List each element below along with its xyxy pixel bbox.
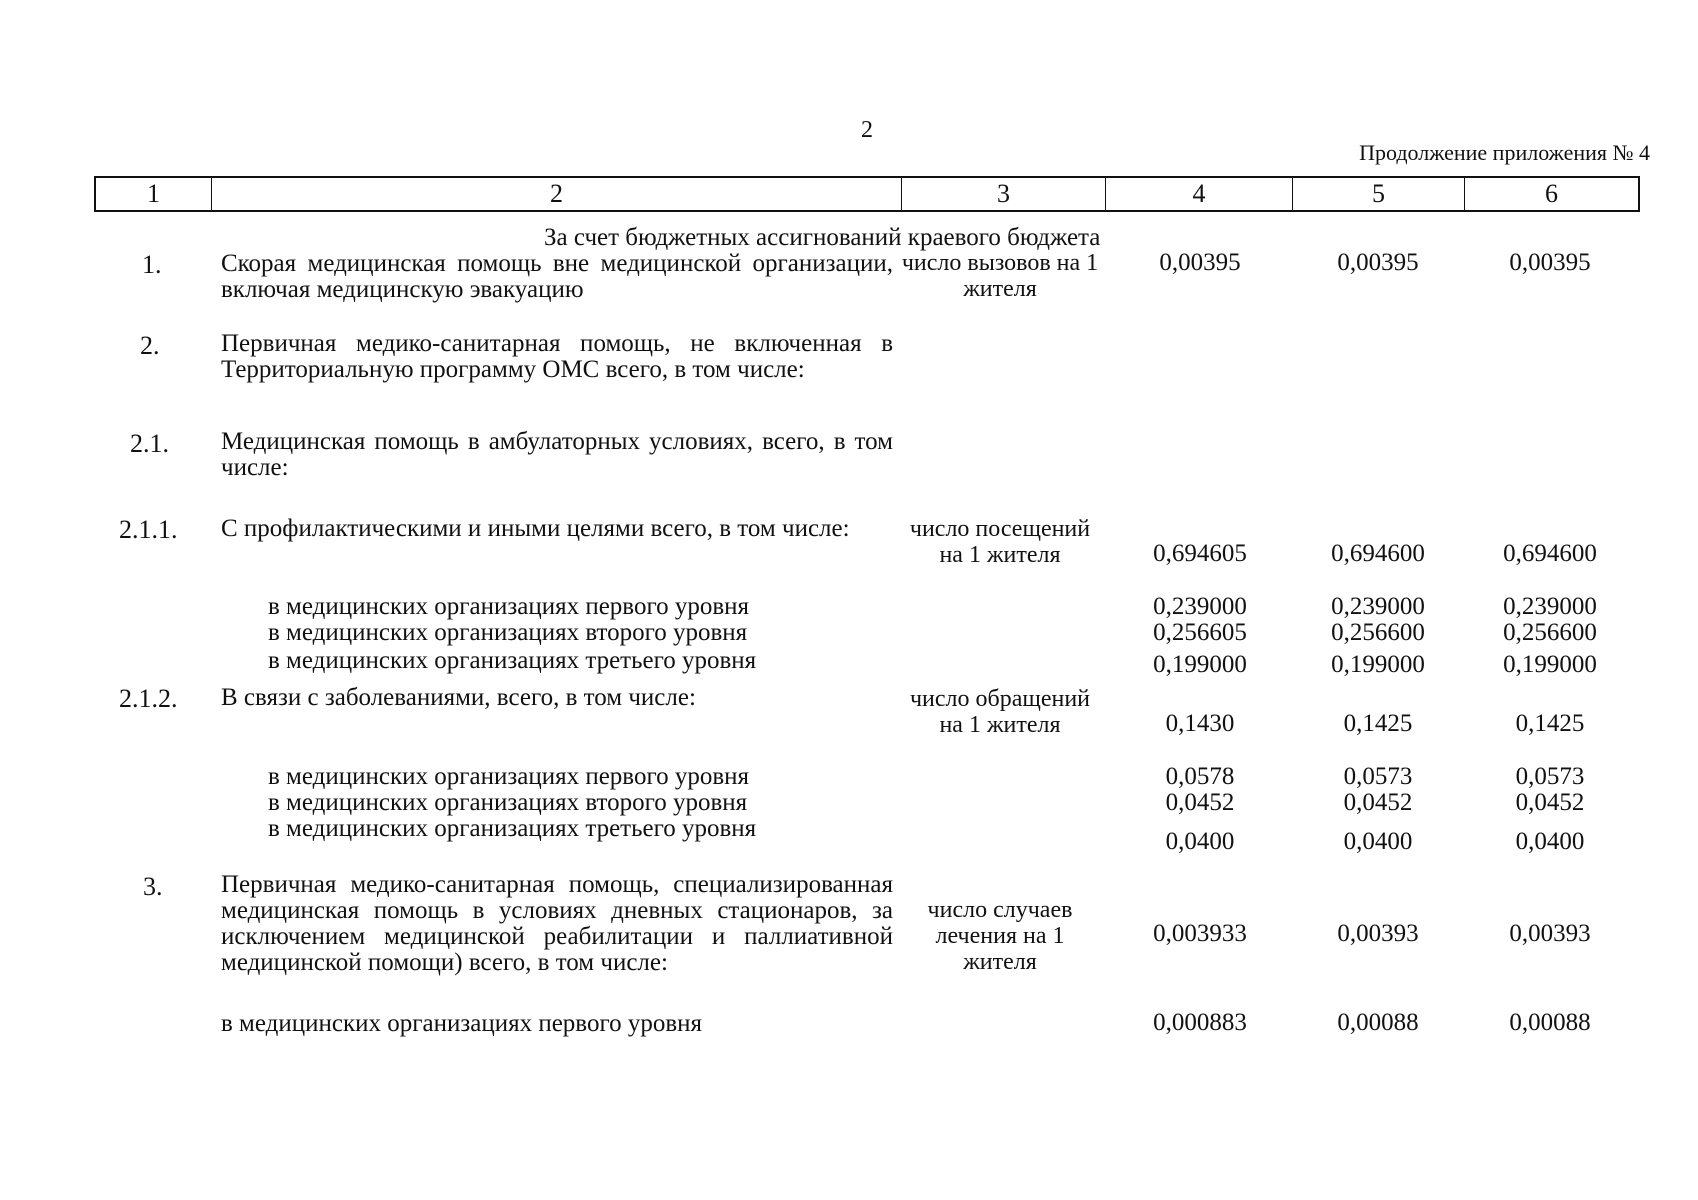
row-description: Первичная медико-санитарная помощь, специализированная медицинская помощь в условиях дневных стационаров, за исключением медицинской реабилитации и паллиативной медицинской помощи) всего, в том числе: [221,871,893,976]
value-col-5: 0,1425 [1343,710,1413,737]
value-col-5: 0,0400 [1343,828,1413,855]
value-col-6: 0,00088 [1509,1009,1591,1036]
column-header-6: 6 [1464,178,1638,210]
value-col-6: 0,0400 [1515,828,1585,855]
value-col-5: 0,0452 [1343,789,1413,816]
row-number: 2. [140,331,160,360]
row-number: 2.1.1. [119,515,178,544]
row-description: В связи с заболеваниями, всего, в том числе: [221,684,696,711]
column-header-3: 3 [901,178,1105,210]
continuation-label: Продолжение приложения № 4 [1359,140,1650,165]
value-col-6: 0,00393 [1509,920,1591,947]
value-col-4: 0,0452 [1165,789,1235,816]
value-col-4: 0,0400 [1165,828,1235,855]
row-unit: число посещений на 1 жителя [909,516,1091,568]
row-unit: число вызовов на 1 жителя [901,250,1099,302]
column-header-row [94,176,1640,212]
value-col-6: 0,256600 [1503,619,1597,646]
value-col-4: 0,000883 [1153,1009,1247,1036]
subrow-label: в медицинских организациях второго уровня [268,619,748,646]
value-col-5: 0,256600 [1331,619,1425,646]
value-col-4: 0,0578 [1165,763,1235,790]
row-number: 2.1. [130,429,169,458]
value-col-4: 0,694605 [1153,540,1247,567]
column-header-2: 2 [211,178,901,210]
value-col-5: 0,239000 [1331,593,1425,620]
value-col-6: 0,0452 [1515,789,1585,816]
value-col-6: 0,199000 [1503,651,1597,678]
row-unit: число обращений на 1 жителя [909,686,1091,738]
value-col-5: 0,0573 [1343,763,1413,790]
row-description: Медицинская помощь в амбулаторных условиях, всего, в том числе: [221,428,893,481]
value-col-5: 0,694600 [1331,540,1425,567]
subrow-label: в медицинских организациях первого уровня [268,593,750,620]
value-col-5: 0,00393 [1337,920,1419,947]
value-col-6: 0,239000 [1503,593,1597,620]
value-col-4: 0,239000 [1153,593,1247,620]
column-header-1: 1 [147,179,160,208]
column-header-5: 5 [1292,178,1464,210]
value-col-6: 0,694600 [1503,540,1597,567]
row-description: С профилактическими и иными целями всего, в том числе: [221,515,850,542]
value-col-5: 0,00088 [1337,1009,1419,1036]
subrow-label: в медицинских организациях первого уровня [221,1010,703,1037]
subrow-label: в медицинских организациях третьего уровня [268,815,757,842]
value-col-6: 0,0573 [1515,763,1585,790]
value-col-4: 0,00395 [1159,249,1241,276]
row-number: 1. [142,250,162,279]
row-number: 2.1.2. [119,684,178,713]
page-number: 2 [861,117,873,143]
value-col-4: 0,1430 [1165,710,1235,737]
value-col-4: 0,199000 [1153,651,1247,678]
section-title: За счет бюджетных ассигнований краевого бюджета [544,224,1101,251]
row-unit: число случаев лечения на 1 жителя [927,897,1073,975]
row-number: 3. [143,872,163,901]
value-col-5: 0,00395 [1337,249,1419,276]
column-header-4: 4 [1105,178,1292,210]
value-col-5: 0,199000 [1331,651,1425,678]
value-col-4: 0,003933 [1153,920,1247,947]
value-col-6: 0,1425 [1515,710,1585,737]
subrow-label: в медицинских организациях третьего уровня [268,647,757,674]
value-col-4: 0,256605 [1153,619,1247,646]
subrow-label: в медицинских организациях первого уровня [268,763,750,790]
row-description: Скорая медицинская помощь вне медицинской организации, включая медицинскую эвакуацию [221,250,893,303]
subrow-label: в медицинских организациях второго уровня [268,789,748,816]
row-description: Первичная медико-санитарная помощь, не включенная в Территориальную программу ОМС всего, в том числе: [221,330,893,383]
value-col-6: 0,00395 [1509,249,1591,276]
